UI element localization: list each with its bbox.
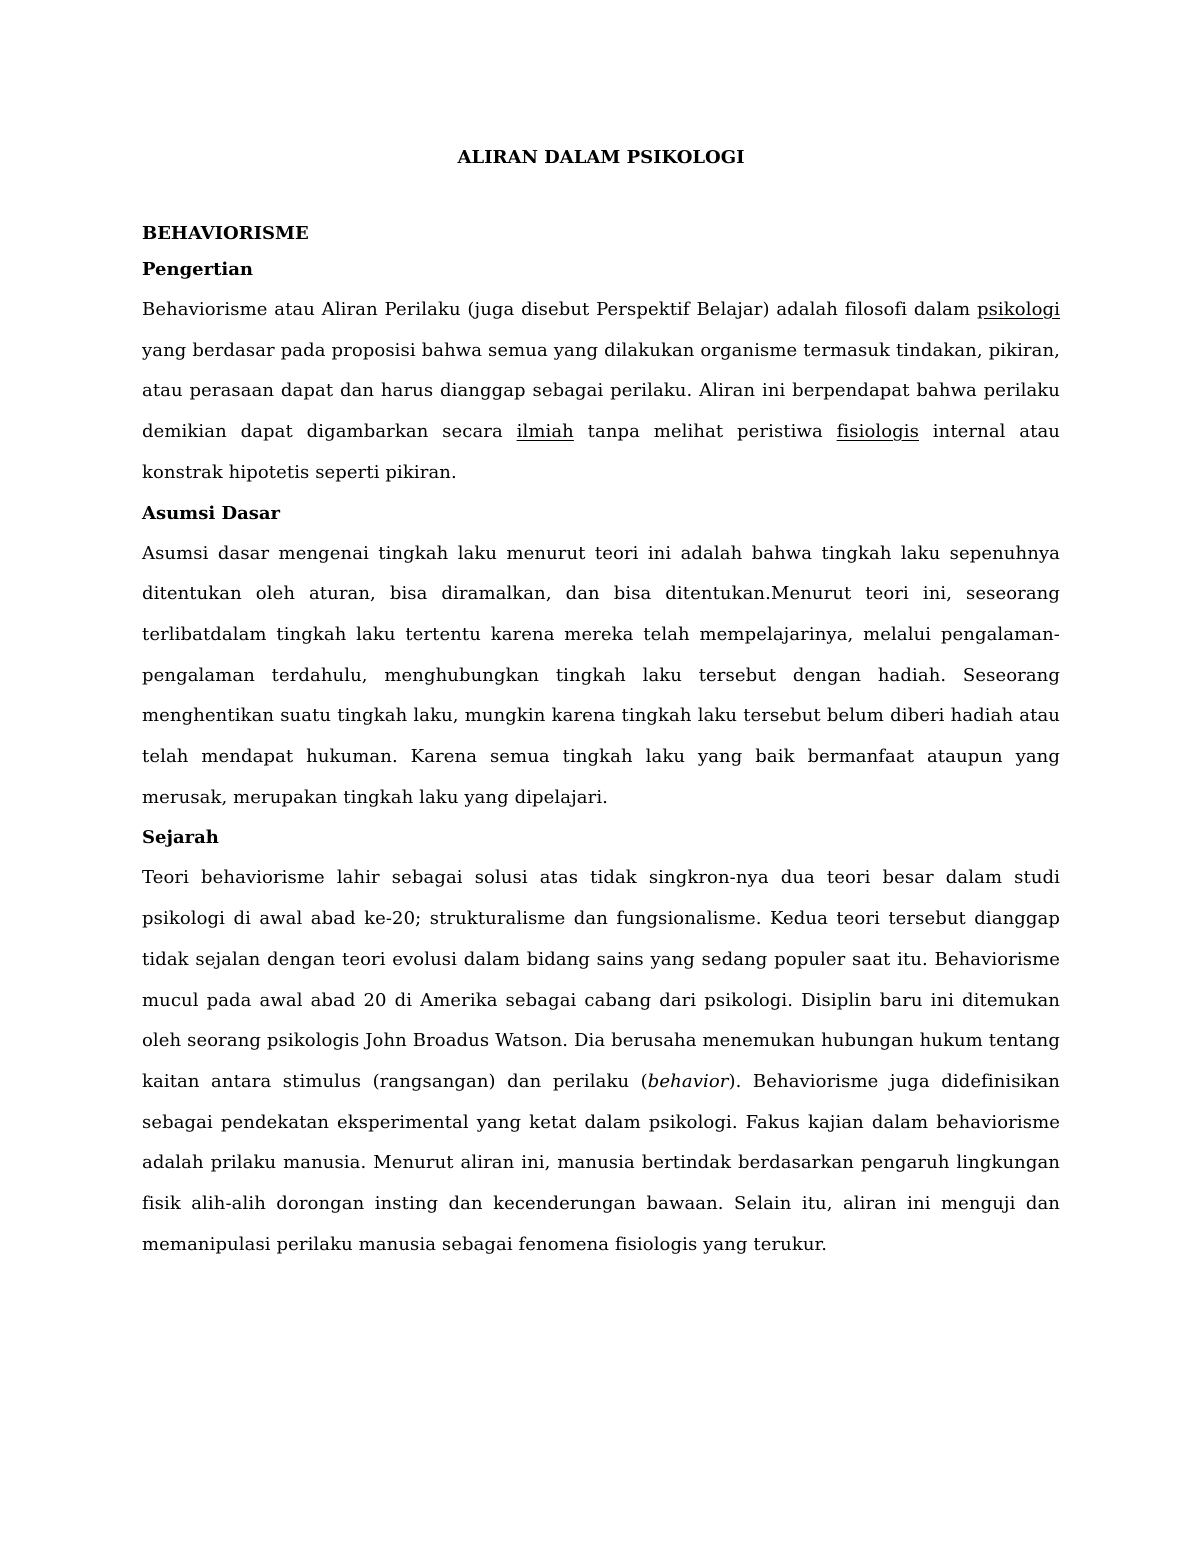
document-page bbox=[142, 142, 1060, 1265]
heading-asumsi-dasar: Asumsi Dasar bbox=[142, 502, 281, 524]
link-psikologi[interactable]: psikologi bbox=[976, 299, 1060, 320]
text-segment: Behaviorisme atau Aliran Perilaku (juga disebut Perspektif Belajar) adalah filosofi dalam bbox=[142, 299, 977, 320]
heading-sejarah: Sejarah bbox=[142, 827, 219, 849]
text-segment: ). Behaviorisme juga didefinisikan sebagai pendekatan eksperimental yang ketat dalam psikologi. Fakus kajian dalam behaviorisme adalah prilaku manusia. Menurut aliran ini, manusia bertindak berdasarkan pengaruh lingkungan fisik alih-alih dorongan insting dan kecenderungan bawaan. Selain itu, aliran ini menguji dan memanipulasi perilaku manusia sebagai fenomena fisiologis yang terukur. bbox=[142, 1070, 1060, 1255]
text-segment: tanpa melihat peristiwa bbox=[573, 421, 837, 443]
document-title: ALIRAN DALAM PSIKOLOGI bbox=[457, 147, 745, 168]
section-title-behaviorisme: BEHAVIORISME bbox=[142, 223, 309, 244]
paragraph-sejarah bbox=[142, 858, 1060, 1265]
text-segment: yang berdasar pada proposisi bahwa semua yang dilakukan organisme termasuk tindakan, pikiran, atau perasaan dapat dan harus dianggap sebagai perilaku. Aliran ini berpendapat bahwa perilaku demikian dapat digambarkan secara bbox=[142, 339, 1060, 443]
link-ilmiah[interactable]: ilmiah bbox=[516, 421, 574, 443]
text-segment: internal atau konstrak hipotetis seperti pikiran. bbox=[142, 421, 1060, 483]
heading-pengertian: Pengertian bbox=[142, 259, 254, 280]
text-segment: Teori behaviorisme lahir sebagai solusi atas tidak singkron-nya dua teori besar dalam studi psikologi di awal abad ke-20; strukturalisme dan fungsionalisme. Kedua teori tersebut dianggap tidak sejalan dengan teori evolusi dalam bidang sains yang sedang populer saat itu. Behaviorisme mucul pada awal abad 20 di Amerika sebagai cabang dari psikologi. Disiplin baru ini ditemukan oleh seorang psikologis John Broadus Watson. Dia berusaha menemukan hubungan hukum tentang kaitan antara stimulus (rangsangan) dan perilaku ( bbox=[142, 867, 1060, 1092]
paragraph-asumsi-dasar: Asumsi dasar mengenai tingkah laku menurut teori ini adalah bahwa tingkah laku sepenuhnya ditentukan oleh aturan, bisa diramalkan, dan bisa ditentukan.Menurut teori ini, seseorang terlibatdalam tingkah laku tertentu karena mereka telah mempelajarinya, melalui pengalaman-pengalaman terdahulu, menghubungkan tingkah laku tersebut dengan hadiah. Seseorang menghentikan suatu tingkah laku, mungkin karena tingkah laku tersebut belum diberi hadiah atau telah mendapat hukuman. Karena semua tingkah laku yang baik bermanfaat ataupun yang merusak, merupakan tingkah laku yang dipelajari. bbox=[142, 542, 1060, 808]
paragraph-pengertian bbox=[142, 290, 1060, 494]
link-fisiologis[interactable]: fisiologis bbox=[836, 421, 919, 443]
italic-term-behavior: behavior bbox=[647, 1070, 729, 1092]
